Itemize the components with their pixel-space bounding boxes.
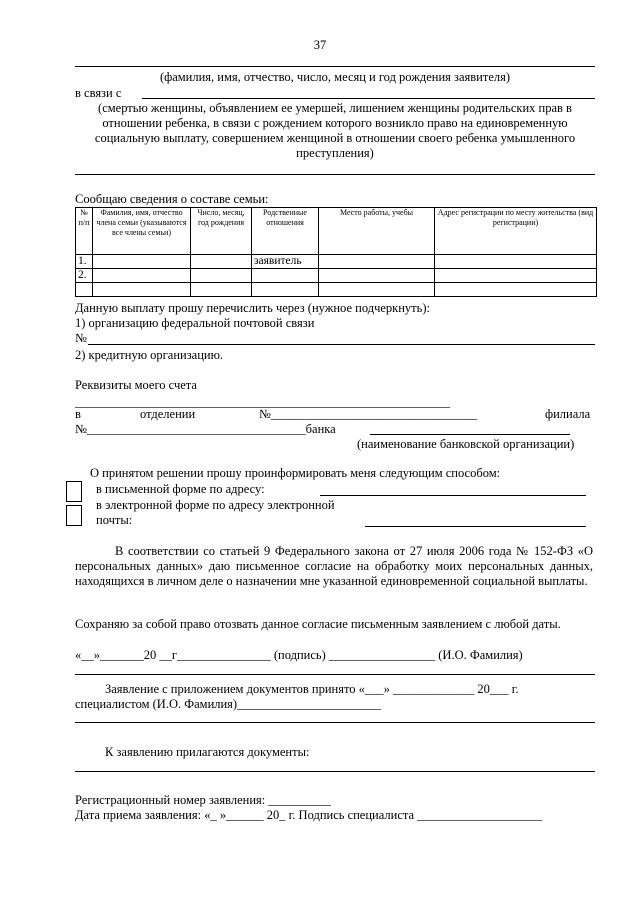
header-cell: № п/п — [76, 208, 93, 255]
post-number-sign: № — [75, 331, 87, 345]
bank-name-caption: (наименование банковской организации) — [357, 437, 575, 451]
table-cell[interactable] — [93, 269, 191, 283]
attachments-line[interactable] — [75, 771, 595, 772]
table-row — [76, 269, 597, 283]
postal-address-line[interactable] — [320, 495, 586, 496]
separator-line — [75, 722, 595, 723]
email-address-line[interactable] — [365, 526, 586, 527]
branch-office-label: отделении — [140, 407, 196, 421]
table-cell[interactable] — [435, 269, 597, 283]
header-cell: Адрес регистрации по месту жительства (вид регистрации) — [435, 208, 597, 255]
bank-name-line[interactable] — [370, 434, 570, 435]
header-cell: Место работы, учебы — [319, 208, 435, 255]
in-connection-label: в связи с — [75, 86, 122, 100]
attachments-label: К заявлению прилагаются документы: — [105, 745, 310, 759]
table-cell: 2. — [76, 269, 93, 283]
written-form-checkbox[interactable] — [66, 481, 82, 502]
notification-intro: О принятом решении прошу проинформировать меня следующим способом: — [90, 466, 501, 480]
acceptance-line[interactable]: Заявление с приложением документов принято «___» _____________ 20___ г. — [105, 682, 519, 696]
written-form-label: в письменной форме по адресу: — [96, 482, 265, 496]
table-cell[interactable] — [93, 283, 191, 297]
header-cell: Родственные отношения — [252, 208, 319, 255]
separator-line — [75, 174, 595, 175]
consent-text: В соответствии со статьей 9 Федерального закона от 27 июля 2006 года № 152-ФЗ «О персональных данных» даю письменное согласие на обработку моих персональных данных, находящихся в личном деле о назначении мне указанной единовременной социальной выплаты. — [75, 544, 593, 588]
reason-line[interactable] — [142, 98, 595, 99]
payment-intro: Данную выплату прошу перечислить через (нужное подчеркнуть): — [75, 301, 430, 315]
family-table — [75, 207, 597, 297]
post-number-line[interactable] — [88, 344, 595, 345]
page-number: 37 — [313, 38, 327, 52]
table-cell[interactable] — [252, 283, 319, 297]
payment-option-bank[interactable]: 2) кредитную организацию. — [75, 348, 224, 362]
separator-line — [75, 674, 595, 675]
account-line[interactable]: ____________________________________________________________ — [75, 395, 450, 409]
table-row — [76, 283, 597, 297]
account-label: Реквизиты моего счета — [75, 378, 197, 392]
branch-in: в — [75, 407, 81, 421]
registration-number[interactable]: Регистрационный номер заявления: __________ — [75, 793, 331, 807]
applicant-caption: (фамилия, имя, отчество, число, месяц и год рождения заявителя) — [159, 70, 511, 84]
table-cell[interactable] — [252, 269, 319, 283]
table-cell: 1. — [76, 255, 93, 269]
payment-option-post[interactable]: 1) организацию федеральной почтовой связи — [75, 316, 315, 330]
table-cell[interactable]: заявитель — [252, 255, 319, 269]
table-cell — [76, 283, 93, 297]
branch-number-field[interactable]: №_________________________________ — [259, 407, 478, 421]
table-cell[interactable] — [191, 255, 252, 269]
email-form-checkbox[interactable] — [66, 505, 82, 526]
reason-caption: (смертью женщины, объявлением ее умершей, лишением женщины родительских прав в отношении ребенка, в связи с рождением которого возникло право на единовременную социальную выплату, совершением женщиной в отношении своего ребенка умышленного преступления) — [94, 101, 576, 160]
table-cell[interactable] — [319, 283, 435, 297]
table-cell[interactable] — [319, 255, 435, 269]
table-cell[interactable] — [435, 283, 597, 297]
table-cell[interactable] — [93, 255, 191, 269]
family-table-header — [76, 208, 597, 255]
revoke-text: Сохраняю за собой право отозвать данное согласие письменным заявлением с любой даты. — [75, 617, 561, 631]
header-cell: Число, месяц, год рождения — [191, 208, 252, 255]
email-form-label-2: почты: — [96, 513, 133, 527]
signature-line[interactable]: «__»_______20 __г_______________ (подпись) _________________ (И.О. Фамилия) — [75, 648, 523, 662]
table-cell[interactable] — [435, 255, 597, 269]
specialist-line[interactable]: специалистом (И.О. Фамилия)_______________________ — [75, 697, 381, 711]
email-form-label: в электронной форме по адресу электронной — [96, 498, 335, 512]
branch-filial-label: филиала — [545, 407, 591, 421]
table-cell[interactable] — [191, 269, 252, 283]
header-cell: Фамилия, имя, отчество члена семьи (указываются все члены семьи) — [93, 208, 191, 255]
table-row — [76, 255, 597, 269]
applicant-name-line[interactable] — [75, 66, 595, 67]
receipt-date[interactable]: Дата приема заявления: «_ »______ 20_ г. Подпись специалиста ____________________ — [75, 808, 543, 822]
table-cell[interactable] — [191, 283, 252, 297]
table-cell[interactable] — [319, 269, 435, 283]
family-intro: Сообщаю сведения о составе семьи: — [75, 192, 269, 206]
bank-number-field[interactable]: №___________________________________банка — [75, 422, 336, 436]
